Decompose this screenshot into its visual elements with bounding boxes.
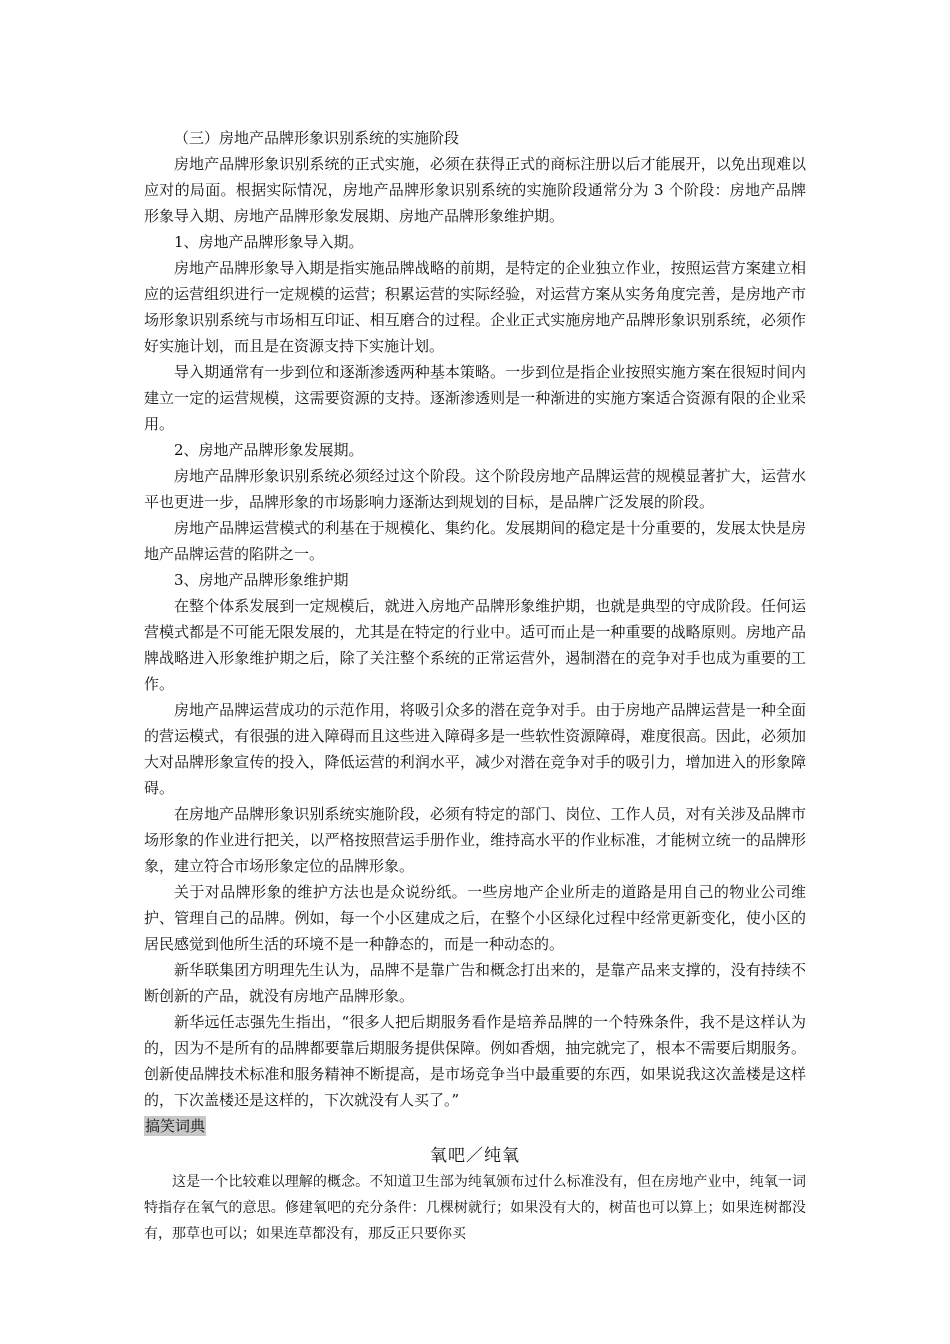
paragraph-10: 新华联集团方明理先生认为，品牌不是靠广告和概念打出来的，是靠产品来支撑的，没有持续不断创新的产品，就没有房地产品牌形象。 <box>144 961 806 1005</box>
document-page <box>144 125 806 1247</box>
paragraph-7: 房地产品牌运营成功的示范作用，将吸引众多的潜在竞争对手。由于房地产品牌运营是一种全面的营运模式，有很强的进入障碍而且这些进入障碍多是一些软性资源障碍，难度很高。因此，必须加大对品牌形象宣传的投入，降低运营的利润水平，减少对潜在竞争对手的吸引力，增加进入的形象障碍。 <box>144 701 806 797</box>
paragraph-3: 导入期通常有一步到位和逐渐渗透两种基本策略。一步到位是指企业按照实施方案在很短时间内建立一定的运营规模，这需要资源的支持。逐渐渗透则是一种渐进的实施方案适合资源有限的企业采用。 <box>144 363 806 433</box>
subsection-heading-2: 2、房地产品牌形象发展期。 <box>174 441 364 459</box>
paragraph-2: 房地产品牌形象导入期是指实施品牌战略的前期，是特定的企业独立作业，按照运营方案建立相应的运营组织进行一定规模的运营；积累运营的实际经验，对运营方案从实务角度完善，是房地产市场形象识别系统与市场相互印证、相互磨合的过程。企业正式实施房地产品牌形象识别系统，必须作好实施计划，而且是在资源支持下实施计划。 <box>144 259 806 355</box>
paragraph-8: 在房地产品牌形象识别系统实施阶段，必须有特定的部门、岗位、工作人员，对有关涉及品牌市场形象的作业进行把关，以严格按照营运手册作业，维持高水平的作业标准，才能树立统一的品牌形象，建立符合市场形象定位的品牌形象。 <box>144 805 806 875</box>
section-title: （三）房地产品牌形象识别系统的实施阶段 <box>174 129 460 147</box>
subheading: 氧吧／纯氧 <box>430 1146 520 1166</box>
paragraph-1: 房地产品牌形象识别系统的正式实施，必须在获得正式的商标注册以后才能展开，以免出现难以应对的局面。根据实际情况，房地产品牌形象识别系统的实施阶段通常分为 3 个阶段：房地产品牌形象导入期、房地产品牌形象发展期、房地产品牌形象维护期。 <box>144 155 806 225</box>
subsection-heading-3: 3、房地产品牌形象维护期 <box>174 571 349 589</box>
paragraph-4: 房地产品牌形象识别系统必须经过这个阶段。这个阶段房地产品牌运营的规模显著扩大，运营水平也更进一步，品牌形象的市场影响力逐渐达到规划的目标，是品牌广泛发展的阶段。 <box>144 467 806 511</box>
subsection-heading-1: 1、房地产品牌形象导入期。 <box>174 233 364 251</box>
paragraph-9: 关于对品牌形象的维护方法也是众说纷纸。一些房地产企业所走的道路是用自己的物业公司维护、管理自己的品牌。例如，每一个小区建成之后，在整个小区绿化过程中经常更新变化，使小区的居民感觉到他所生活的环境不是一种静态的，而是一种动态的。 <box>144 883 806 953</box>
paragraph-11: 新华远任志强先生指出，“很多人把后期服务看作是培养品牌的一个特殊条件，我不是这样认为的，因为不是所有的品牌都要靠后期服务提供保障。例如香烟，抽完就完了，根本不需要后期服务。创新使品牌技术标准和服务精神不断提高，是市场竞争当中最重要的东西，如果说我这次盖楼是这样的，下次盖楼还是这样的，下次就没有人买了。” <box>144 1013 806 1109</box>
closing-paragraph: 这是一个比较难以理解的概念。不知道卫生部为纯氧颁布过什么标准没有，但在房地产业中，纯氧一词特指存在氧气的意思。修建氧吧的充分条件：几棵树就行；如果没有大的，树苗也可以算上；如果连树都没有，那草也可以；如果连草都没有，那反正只要你买 <box>144 1174 806 1242</box>
paragraph-6: 在整个体系发展到一定规模后，就进入房地产品牌形象维护期，也就是典型的守成阶段。任何运营模式都是不可能无限发展的，尤其是在特定的行业中。适可而止是一种重要的战略原则。房地产品牌战略进入形象维护期之后，除了关注整个系统的正常运营外，遏制潜在的竞争对手也成为重要的工作。 <box>144 597 806 693</box>
highlight-label: 搞笑词典 <box>145 1117 206 1135</box>
paragraph-5: 房地产品牌运营模式的利基在于规模化、集约化。发展期间的稳定是十分重要的，发展太快是房地产品牌运营的陷阱之一。 <box>144 519 806 563</box>
